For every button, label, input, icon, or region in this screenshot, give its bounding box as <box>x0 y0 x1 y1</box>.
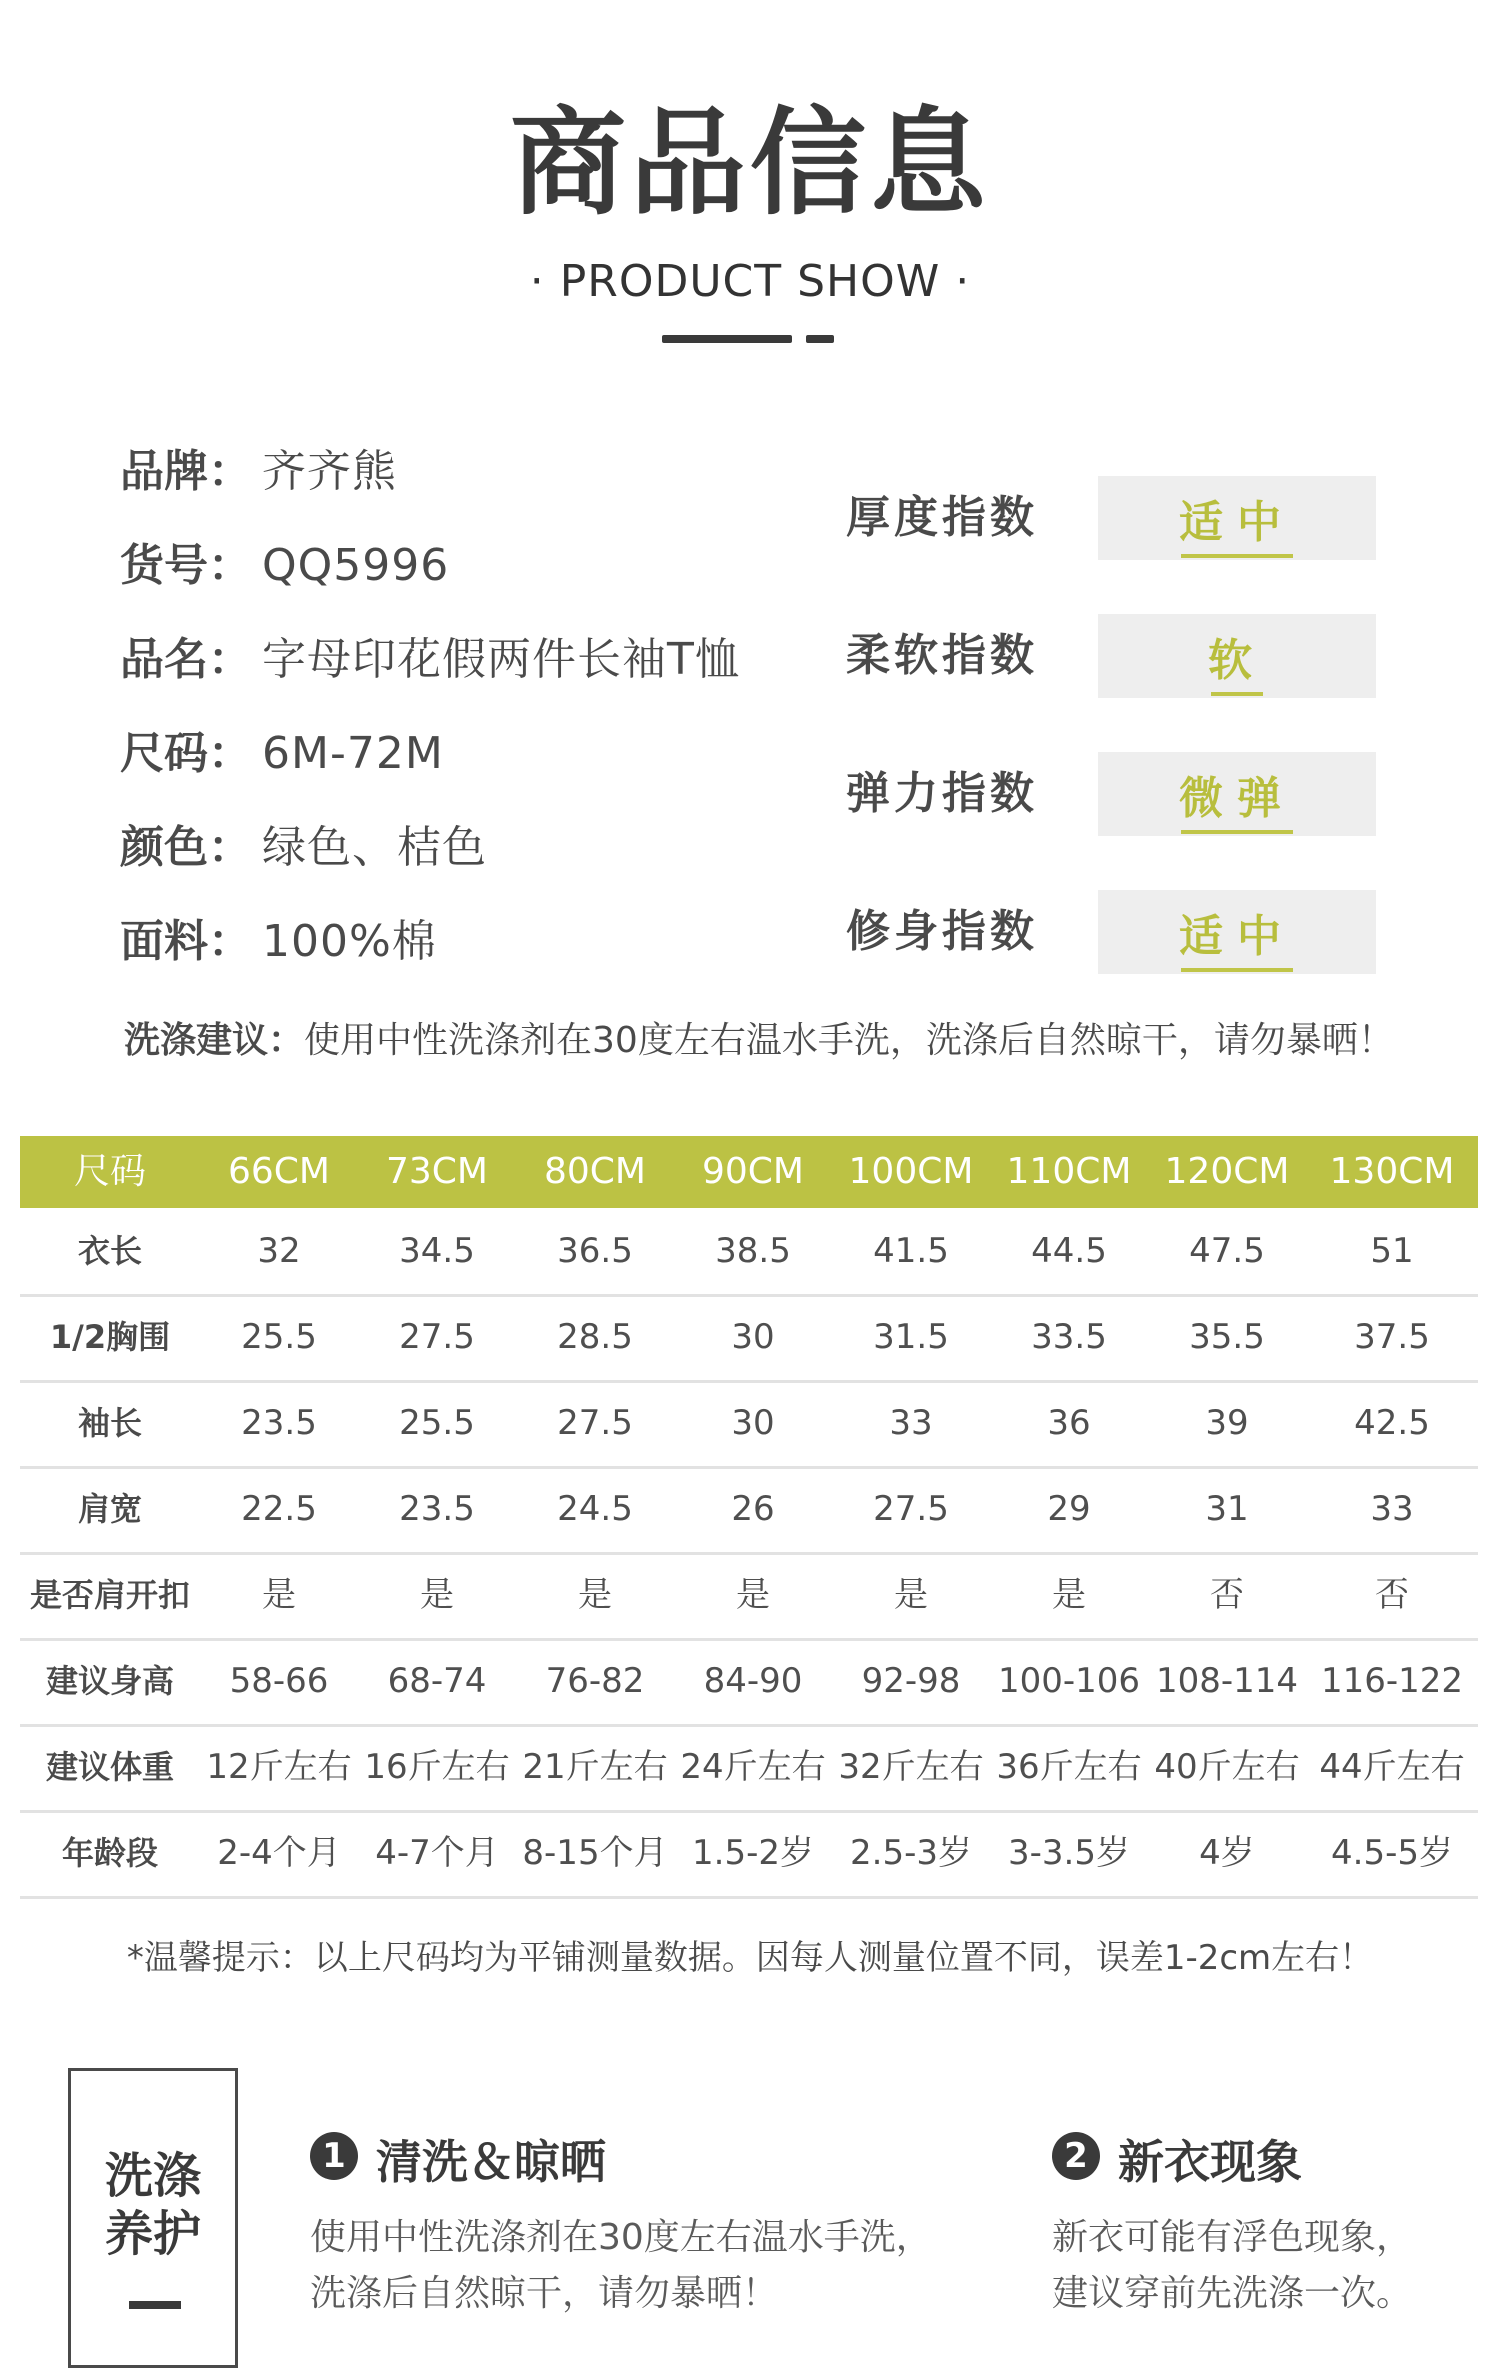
info-value: 绿色、桔色 <box>262 822 487 873</box>
care-box <box>68 2068 238 2368</box>
table-cell: 1.5-2岁 <box>692 1833 814 1873</box>
table-cell: 21斤左右 <box>522 1747 668 1787</box>
table-header-cell: 130CM <box>1329 1151 1455 1192</box>
table-cell: 27.5 <box>557 1403 633 1443</box>
index-elasticity-label: 弹力指数 <box>846 768 1038 819</box>
table-cell: 28.5 <box>557 1317 633 1357</box>
table-cell: 29 <box>1047 1489 1091 1529</box>
table-row <box>20 1294 1478 1383</box>
table-cell: 39 <box>1205 1403 1249 1443</box>
table-cell: 116-122 <box>1320 1661 1464 1701</box>
table-cell: 是 <box>736 1575 770 1615</box>
table-cell: 4.5-5岁 <box>1331 1833 1453 1873</box>
title-underline-short <box>806 335 834 343</box>
table-cell: 42.5 <box>1354 1403 1430 1443</box>
info-size <box>120 724 444 784</box>
index-underline <box>1181 830 1293 834</box>
table-cell: 35.5 <box>1189 1317 1265 1357</box>
number-one-icon: 1 <box>310 2132 358 2180</box>
index-softness-value: 软 <box>1208 635 1266 686</box>
index-fit-value: 适中 <box>1179 911 1295 962</box>
table-cell: 33 <box>889 1403 933 1443</box>
info-fabric <box>120 912 437 972</box>
table-cell: 2.5-3岁 <box>850 1833 972 1873</box>
info-value: 6M-72M <box>262 728 444 779</box>
table-cell: 30 <box>731 1403 775 1443</box>
table-cell: 26 <box>731 1489 775 1529</box>
care-box-title-line: 洗涤 <box>104 2148 201 2204</box>
table-row-label: 建议体重 <box>45 1748 174 1786</box>
table-cell: 30 <box>731 1317 775 1357</box>
info-value: QQ5996 <box>262 540 450 591</box>
table-row-label: 年龄段 <box>61 1834 158 1872</box>
table-row-label: 是否肩开扣 <box>29 1576 190 1614</box>
table-cell: 24斤左右 <box>680 1747 826 1787</box>
table-cell: 38.5 <box>715 1231 791 1271</box>
table-header-cell: 110CM <box>1006 1151 1132 1192</box>
care-item-text: 新衣可能有浮色现象， <box>1052 2217 1413 2258</box>
table-row-label: 衣长 <box>77 1232 142 1270</box>
care-item-text: 建议穿前先洗涤一次。 <box>1052 2273 1413 2314</box>
table-cell: 是 <box>1052 1575 1086 1615</box>
table-cell: 47.5 <box>1189 1231 1265 1271</box>
table-row <box>20 1380 1478 1469</box>
table-cell: 33.5 <box>1031 1317 1107 1357</box>
table-cell: 是 <box>578 1575 612 1615</box>
table-cell: 16斤左右 <box>364 1747 510 1787</box>
table-row <box>20 1552 1478 1641</box>
table-cell: 4-7个月 <box>375 1833 499 1873</box>
table-row <box>20 1810 1478 1899</box>
table-cell: 23.5 <box>399 1489 475 1529</box>
table-cell: 36 <box>1047 1403 1091 1443</box>
info-label: 面料： <box>120 916 252 967</box>
table-cell: 84-90 <box>703 1661 803 1701</box>
table-cell: 23.5 <box>241 1403 317 1443</box>
info-value: 齐齐熊 <box>262 446 397 497</box>
index-elasticity-box <box>1098 752 1376 836</box>
info-label: 尺码： <box>120 728 252 779</box>
care-box-dash <box>129 2301 181 2309</box>
table-cell: 27.5 <box>399 1317 475 1357</box>
table-row <box>20 1638 1478 1727</box>
table-cell: 68-74 <box>387 1661 487 1701</box>
table-cell: 33 <box>1370 1489 1414 1529</box>
table-cell: 51 <box>1370 1231 1414 1271</box>
table-cell: 32斤左右 <box>838 1747 984 1787</box>
info-brand <box>120 442 397 502</box>
info-value: 100%棉 <box>262 916 437 967</box>
table-header-cell: 100CM <box>848 1151 974 1192</box>
table-cell: 76-82 <box>545 1661 645 1701</box>
wash-advice-text: 使用中性洗涤剂在30度左右温水手洗，洗涤后自然晾干，请勿暴晒！ <box>304 1020 1394 1061</box>
title-underline <box>662 335 792 343</box>
info-value: 字母印花假两件长袖T恤 <box>262 634 740 685</box>
care-item-text: 洗涤后自然晾干，请勿暴晒！ <box>310 2273 779 2314</box>
table-cell: 92-98 <box>861 1661 961 1701</box>
table-row <box>20 1466 1478 1555</box>
table-row-label: 建议身高 <box>45 1662 174 1700</box>
page-title: 商品信息 <box>510 96 990 231</box>
index-softness-box <box>1098 614 1376 698</box>
info-product-name <box>120 630 740 690</box>
info-label: 颜色： <box>120 822 252 873</box>
table-cell: 2-4个月 <box>217 1833 341 1873</box>
table-header-cell: 120CM <box>1164 1151 1290 1192</box>
index-thickness-value: 适中 <box>1179 497 1295 548</box>
table-cell: 31.5 <box>873 1317 949 1357</box>
table-cell: 44斤左右 <box>1319 1747 1465 1787</box>
table-cell: 3-3.5岁 <box>1008 1833 1130 1873</box>
wash-advice-label: 洗涤建议： <box>124 1020 305 1061</box>
table-cell: 40斤左右 <box>1154 1747 1300 1787</box>
table-row-label: 1/2胸围 <box>49 1318 171 1356</box>
table-cell: 31 <box>1205 1489 1249 1529</box>
table-cell: 58-66 <box>229 1661 329 1701</box>
index-softness-label: 柔软指数 <box>846 630 1038 681</box>
table-cell: 否 <box>1210 1575 1244 1615</box>
table-cell: 4岁 <box>1199 1833 1255 1873</box>
table-cell: 100-106 <box>997 1661 1141 1701</box>
table-cell: 36.5 <box>557 1231 633 1271</box>
info-label: 品牌： <box>120 446 252 497</box>
table-cell: 37.5 <box>1354 1317 1430 1357</box>
table-cell: 32 <box>257 1231 301 1271</box>
index-fit-box <box>1098 890 1376 974</box>
number-two-icon: 2 <box>1052 2132 1100 2180</box>
table-cell: 否 <box>1375 1575 1409 1615</box>
table-cell: 108-114 <box>1155 1661 1299 1701</box>
table-cell: 44.5 <box>1031 1231 1107 1271</box>
table-row-label: 袖长 <box>77 1404 142 1442</box>
table-cell: 是 <box>262 1575 296 1615</box>
table-cell: 24.5 <box>557 1489 633 1529</box>
table-row-label: 肩宽 <box>77 1490 142 1528</box>
care-box-title <box>71 2147 235 2263</box>
table-cell: 25.5 <box>399 1403 475 1443</box>
table-cell: 是 <box>420 1575 454 1615</box>
index-elasticity-value: 微弹 <box>1179 773 1295 824</box>
size-table-header <box>20 1136 1478 1208</box>
table-cell: 22.5 <box>241 1489 317 1529</box>
size-tip: *温馨提示：以上尺码均为平铺测量数据。因每人测量位置不同，误差1-2cm左右！ <box>126 1938 1374 1978</box>
table-cell: 25.5 <box>241 1317 317 1357</box>
table-header-cell: 73CM <box>385 1151 488 1192</box>
index-underline <box>1181 968 1293 972</box>
table-cell: 34.5 <box>399 1231 475 1271</box>
index-underline <box>1211 692 1263 696</box>
info-color <box>120 818 487 878</box>
index-thickness-label: 厚度指数 <box>846 492 1038 543</box>
table-cell: 27.5 <box>873 1489 949 1529</box>
table-cell: 是 <box>894 1575 928 1615</box>
info-item-number <box>120 536 449 596</box>
care-box-title-line: 养护 <box>104 2206 201 2262</box>
table-row <box>20 1724 1478 1813</box>
wash-advice <box>124 1012 1394 1063</box>
info-label: 品名： <box>120 634 252 685</box>
table-row <box>20 1208 1478 1297</box>
table-cell: 36斤左右 <box>996 1747 1142 1787</box>
index-underline <box>1181 554 1293 558</box>
table-header-cell: 尺码 <box>73 1151 146 1192</box>
index-fit-label: 修身指数 <box>846 906 1038 957</box>
table-cell: 8-15个月 <box>522 1833 668 1873</box>
table-header-cell: 80CM <box>543 1151 646 1192</box>
table-cell: 12斤左右 <box>206 1747 352 1787</box>
index-thickness-box <box>1098 476 1376 560</box>
care-item-title: 新衣现象 <box>1118 2135 1302 2189</box>
info-label: 货号： <box>120 540 252 591</box>
table-header-cell: 90CM <box>701 1151 804 1192</box>
care-item-title: 清洗＆晾晒 <box>376 2135 606 2189</box>
page-subtitle: · PRODUCT SHOW · <box>529 256 971 307</box>
table-cell: 41.5 <box>873 1231 949 1271</box>
table-header-cell: 66CM <box>227 1151 330 1192</box>
care-item-text: 使用中性洗涤剂在30度左右温水手洗， <box>310 2217 932 2258</box>
